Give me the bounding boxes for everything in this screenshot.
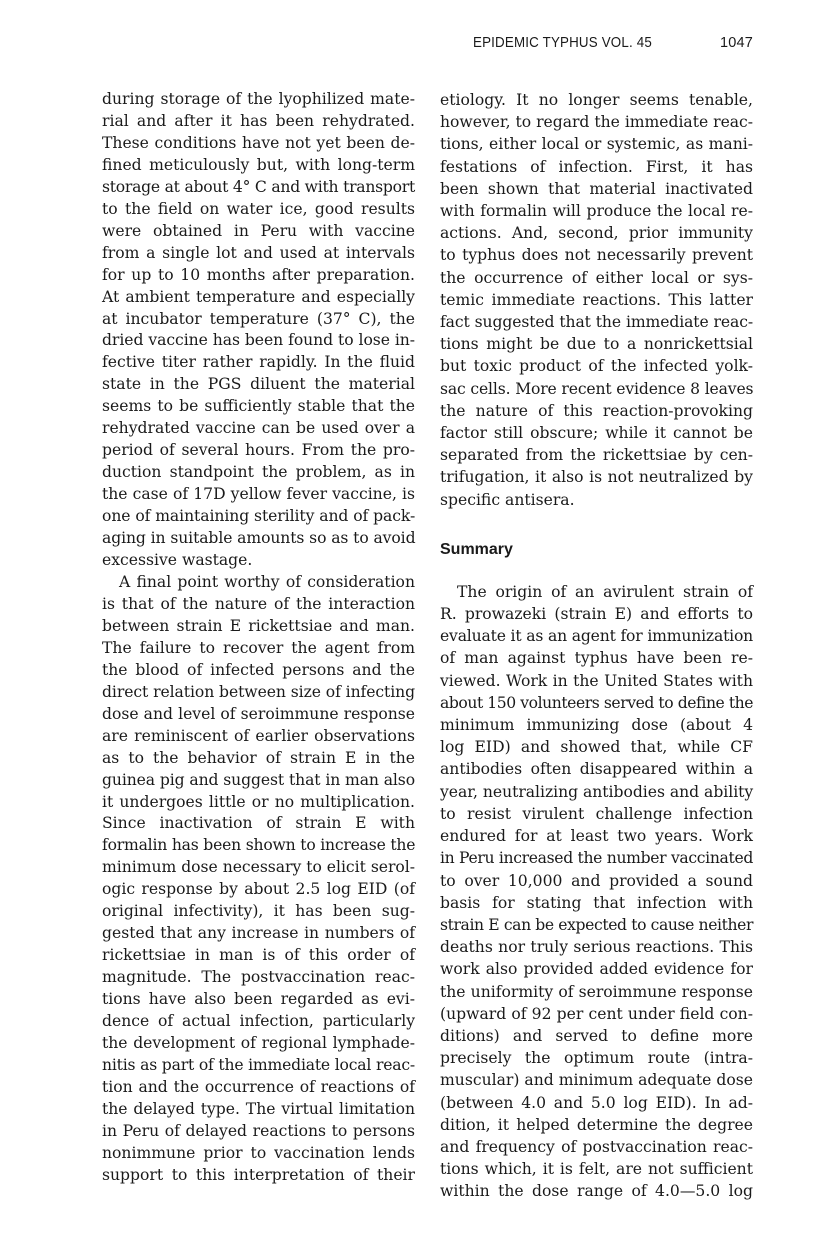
text-line: rickettsiae in man is of this order of [102, 946, 415, 965]
text-line: nitis as part of the immediate local reac- [102, 1055, 415, 1074]
paragraph [102, 572, 415, 1187]
text-line: At ambient temperature and especially [102, 287, 415, 306]
text-line: dition, it helped determine the degree [440, 1115, 753, 1134]
text-line: dried vaccine has been found to lose in- [102, 331, 415, 350]
text-line: ditions) and served to define more [440, 1026, 753, 1045]
text-line: support to this interpretation of their [102, 1165, 415, 1184]
text-line: antibodies often disappeared within a [440, 760, 753, 779]
text-line: Since inactivation of strain E with [102, 814, 415, 833]
text-line: evaluate it as an agent for immunization [440, 627, 754, 646]
text-line: dose and level of seroimmune response [102, 704, 415, 723]
text-line: in Peru increased the number vaccinated [440, 849, 753, 868]
text-line: separated from the rickettsiae by cen- [440, 446, 753, 465]
text-line: factor still obscure; while it cannot be [440, 424, 753, 443]
section-heading-summary: Summary [440, 540, 513, 558]
text-line: and frequency of postvaccination reac- [440, 1137, 753, 1156]
text-line: A final point worthy of consideration [119, 572, 415, 591]
text-line: formalin has been shown to increase the [102, 836, 416, 855]
running-title: EPIDEMIC TYPHUS VOL. 45 [473, 35, 652, 51]
text-line: actions. And, second, prior immunity [440, 224, 753, 243]
summary-text [440, 581, 753, 1203]
text-line: guinea pig and suggest that in man also [102, 770, 415, 789]
text-line: but toxic product of the infected yolk- [440, 357, 753, 376]
text-line: aging in suitable amounts so as to avoid [102, 529, 416, 548]
text-line: gested that any increase in numbers of [102, 924, 415, 943]
paragraph [102, 89, 415, 572]
text-line: however, to regard the immediate reac- [440, 113, 753, 132]
text-line: direct relation between size of infecting [102, 682, 416, 701]
left-column [102, 89, 415, 1187]
text-line: tions, either local or systemic, as mani- [440, 135, 753, 154]
text-line: were obtained in Peru with vaccine [102, 221, 415, 240]
text-line: fined meticulously but, with long-term [102, 155, 415, 174]
text-line: magnitude. The postvaccination reac- [102, 968, 415, 987]
text-line: (upward of 92 per cent under field con- [440, 1004, 753, 1023]
text-line: R. prowazeki (strain E) and efforts to [440, 605, 753, 624]
text-line: basis for stating that infection with [440, 893, 753, 912]
text-line: to resist virulent challenge infection [440, 804, 753, 823]
text-line: rehydrated vaccine can be used over a [102, 419, 415, 438]
text-line: at incubator temperature (37° C), the [102, 309, 415, 328]
text-line: fective titer rather rapidly. In the fluid [102, 353, 415, 372]
text-line: for up to 10 months after preparation. [102, 265, 415, 284]
text-line: nonimmune prior to vaccination lends [102, 1143, 415, 1162]
text-line: the nature of this reaction-provoking [440, 401, 753, 420]
text-line: period of several hours. From the pro- [102, 441, 415, 460]
text-line: seems to be sufficiently stable that the [102, 397, 415, 416]
text-line: during storage of the lyophilized mate- [102, 90, 415, 108]
text-line: about 150 volunteers served to define the [440, 693, 754, 712]
text-line: etiology. It no longer seems tenable, [440, 91, 753, 109]
right-column-text-before [440, 89, 753, 511]
text-line: storage at about 4° C and with transport [102, 177, 415, 196]
text-line: specific antisera. [440, 490, 575, 509]
text-line: to over 10,000 and provided a sound [440, 871, 753, 890]
text-line: tion and the occurrence of reactions of [102, 1077, 415, 1096]
text-line: trifugation, it also is not neutralized by [440, 468, 753, 487]
text-line: tions which, it is felt, are not sufficient [440, 1160, 753, 1179]
text-line: These conditions have not yet been de- [102, 133, 415, 152]
text-line: fact suggested that the immediate reac- [440, 313, 753, 332]
text-line: strain E can be expected to cause neither [440, 915, 754, 934]
text-line: the delayed type. The virtual limitation [102, 1099, 415, 1118]
text-line: excessive wastage. [102, 551, 253, 570]
right-column [440, 89, 753, 1203]
paragraph [440, 89, 753, 511]
text-line: year, neutralizing antibodies and ability [440, 782, 754, 801]
text-line: temic immediate reactions. This latter [440, 290, 753, 309]
text-line: one of maintaining sterility and of pack- [102, 507, 416, 526]
text-line: rial and after it has been rehydrated. [102, 111, 415, 130]
text-line: muscular) and minimum adequate dose [440, 1071, 753, 1090]
text-line: are reminiscent of earlier observations [102, 726, 415, 745]
text-line: duction standpoint the problem, as in [102, 463, 415, 482]
text-line: between strain E rickettsiae and man. [102, 616, 415, 635]
text-line: the case of 17D yellow fever vaccine, is [102, 485, 415, 504]
text-line: festations of infection. First, it has [440, 157, 753, 176]
text-line: The failure to recover the agent from [102, 638, 415, 657]
page-number: 1047 [719, 35, 753, 51]
text-line: the blood of infected persons and the [102, 660, 415, 679]
running-header [440, 35, 753, 55]
text-line: of man against typhus have been re- [440, 649, 753, 668]
text-line: tions might be due to a nonrickettsial [440, 335, 753, 354]
text-line: minimum dose necessary to elicit serol- [102, 858, 415, 877]
text-line: The origin of an avirulent strain of [457, 582, 753, 601]
text-line: viewed. Work in the United States with [440, 671, 753, 690]
text-line: minimum immunizing dose (about 4 [440, 716, 753, 735]
text-line: in Peru of delayed reactions to persons [102, 1121, 415, 1140]
text-line: endured for at least two years. Work [440, 827, 753, 846]
text-line: the uniformity of seroimmune response [440, 982, 753, 1001]
text-line: is that of the nature of the interaction [102, 594, 415, 613]
text-line: sac cells. More recent evidence 8 leaves [440, 379, 754, 398]
text-line: work also provided added evidence for [440, 960, 753, 979]
text-line: the development of regional lymphade- [102, 1033, 415, 1052]
text-line: ogic response by about 2.5 log EID (of [102, 880, 415, 899]
text-line: deaths nor truly serious reactions. This [440, 938, 753, 957]
text-line: to the field on water ice, good results [102, 199, 415, 218]
text-line: original infectivity), it has been sug- [102, 902, 415, 921]
text-line: from a single lot and used at intervals [102, 243, 415, 262]
text-line: (between 4.0 and 5.0 log EID). In ad- [440, 1093, 753, 1112]
paragraph [440, 581, 753, 1203]
text-line: it undergoes little or no multiplication. [102, 792, 415, 811]
text-line: dence of actual infection, particularly [102, 1012, 415, 1031]
text-line: precisely the optimum route (intra- [440, 1049, 753, 1068]
text-line: been shown that material inactivated [440, 179, 753, 198]
text-line: log EID) and showed that, while CF [440, 738, 753, 757]
text-line: within the dose range of 4.0—5.0 log [440, 1182, 753, 1201]
text-line: state in the PGS diluent the material [102, 375, 415, 394]
text-line: with formalin will produce the local re- [440, 202, 753, 221]
text-line: tions have also been regarded as evi- [102, 990, 415, 1009]
text-line: the occurrence of either local or sys- [440, 268, 753, 287]
text-line: as to the behavior of strain E in the [102, 748, 415, 767]
text-line: to typhus does not necessarily prevent [440, 246, 753, 265]
